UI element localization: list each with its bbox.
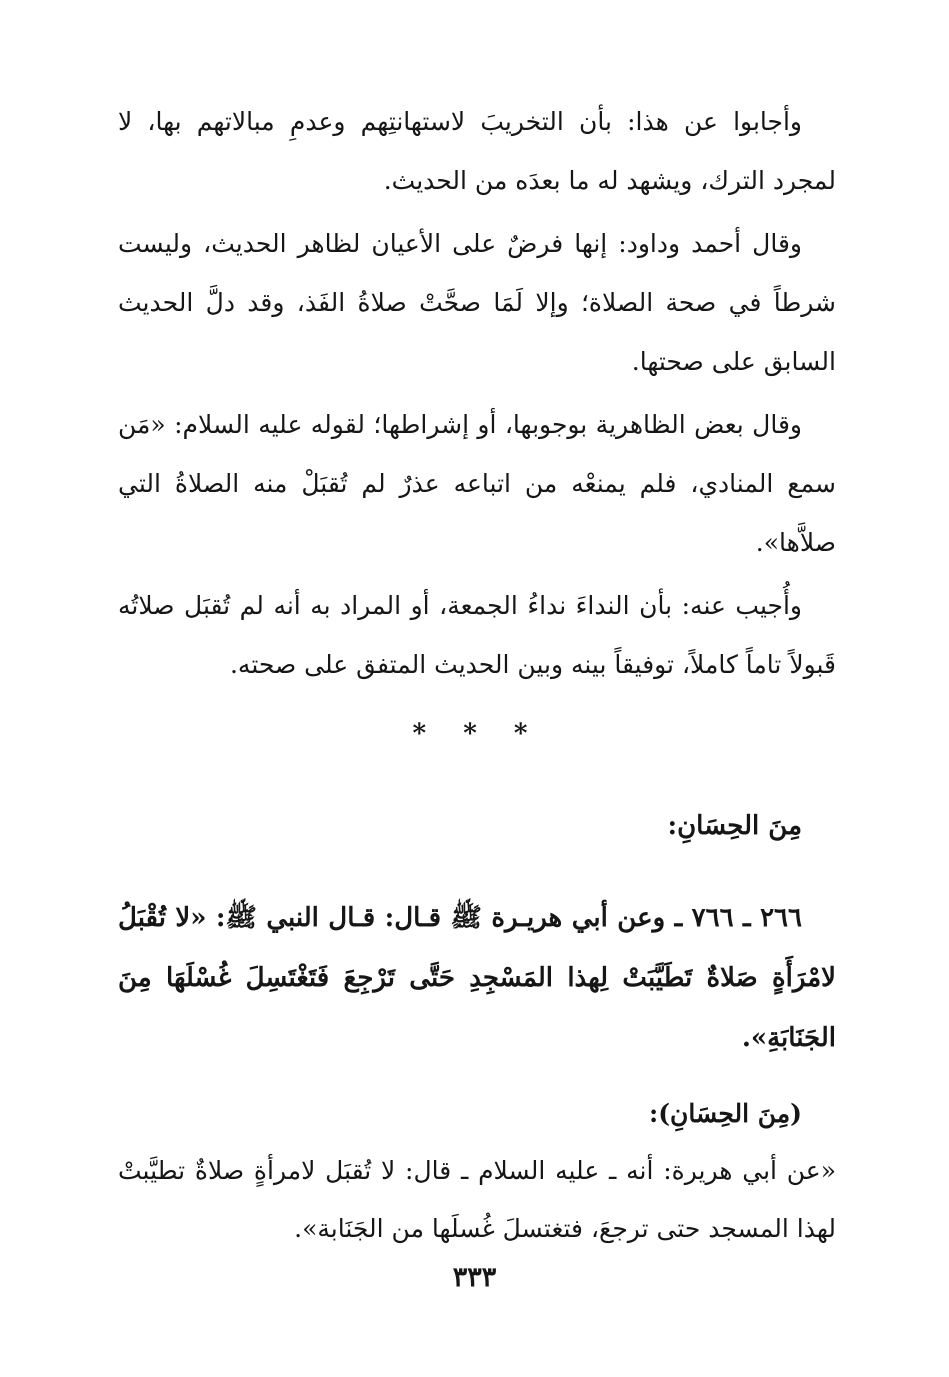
section-separator: * * * <box>412 719 542 749</box>
paragraph-response: وأجابوا عن هذا: بأن التخريبَ لاستهانتِهم وعدمِ مبالاتهم بها، لا لمجرد الترك، ويشهد له ما بعدَه من الحديث. <box>118 107 836 195</box>
section-heading: مِنَ الحِسَانِ: <box>667 811 802 841</box>
paragraph-zahiriyya: وقال بعض الظاهرية بوجوبها، أو إشراطها؛ لقوله عليه السلام: «مَن سمع المنادي، فلم يمنعْه من اتباعه عذرٌ لم تُقبَلْ منه الصلاةُ التي صلاَّها». <box>118 410 836 557</box>
page-content <box>118 92 836 1258</box>
hadith-block <box>118 888 836 1068</box>
hadith-text: «لا تُقْبَلُ لامْرَأَةٍ صَلاةٌ تَطَيَّبَتْ لِهذا المَسْجِدِ حَتَّى تَرْجِعَ فَتَغْتَسِلَ غُسْلَهَا مِنَ الجَنَابَةِ». <box>118 903 836 1053</box>
paragraph-answer: وأُجيب عنه: بأن النداءَ نداءُ الجمعة، أو المراد به أنه لم تُقبَل صلاتُه قَبولاً تاماً كاملاً، توفيقاً بينه وبين الحديث المتفق على صحته. <box>118 591 836 679</box>
source-text: «عن أبي هريرة: أنه ـ عليه السلام ـ قال: لا تُقبَل لامرأةٍ صلاةٌ تطيَّبتْ لهذا المسجد حتى ترجعَ، فتغتسلَ غُسلَها من الجَنَابة». <box>118 1156 836 1243</box>
hadith-intro: ٢٦٦ ـ ٧٦٦ ـ وعن أبي هريـرة ﷺ قـال: قـال النبي ﷺ: <box>215 903 802 933</box>
page-number: ٣٣٣ <box>452 1262 497 1293</box>
sub-heading: (مِنَ الحِسَانِ): <box>649 1099 802 1128</box>
paragraph-ahmad-dawud: وقال أحمد وداود: إنها فرضٌ على الأعيان لظاهر الحديث، وليست شرطاً في صحة الصلاة؛ وإلا لَمَا صحَّتْ صلاةُ الفَذ، وقد دلَّ الحديث السابق على صحتها. <box>118 229 836 376</box>
